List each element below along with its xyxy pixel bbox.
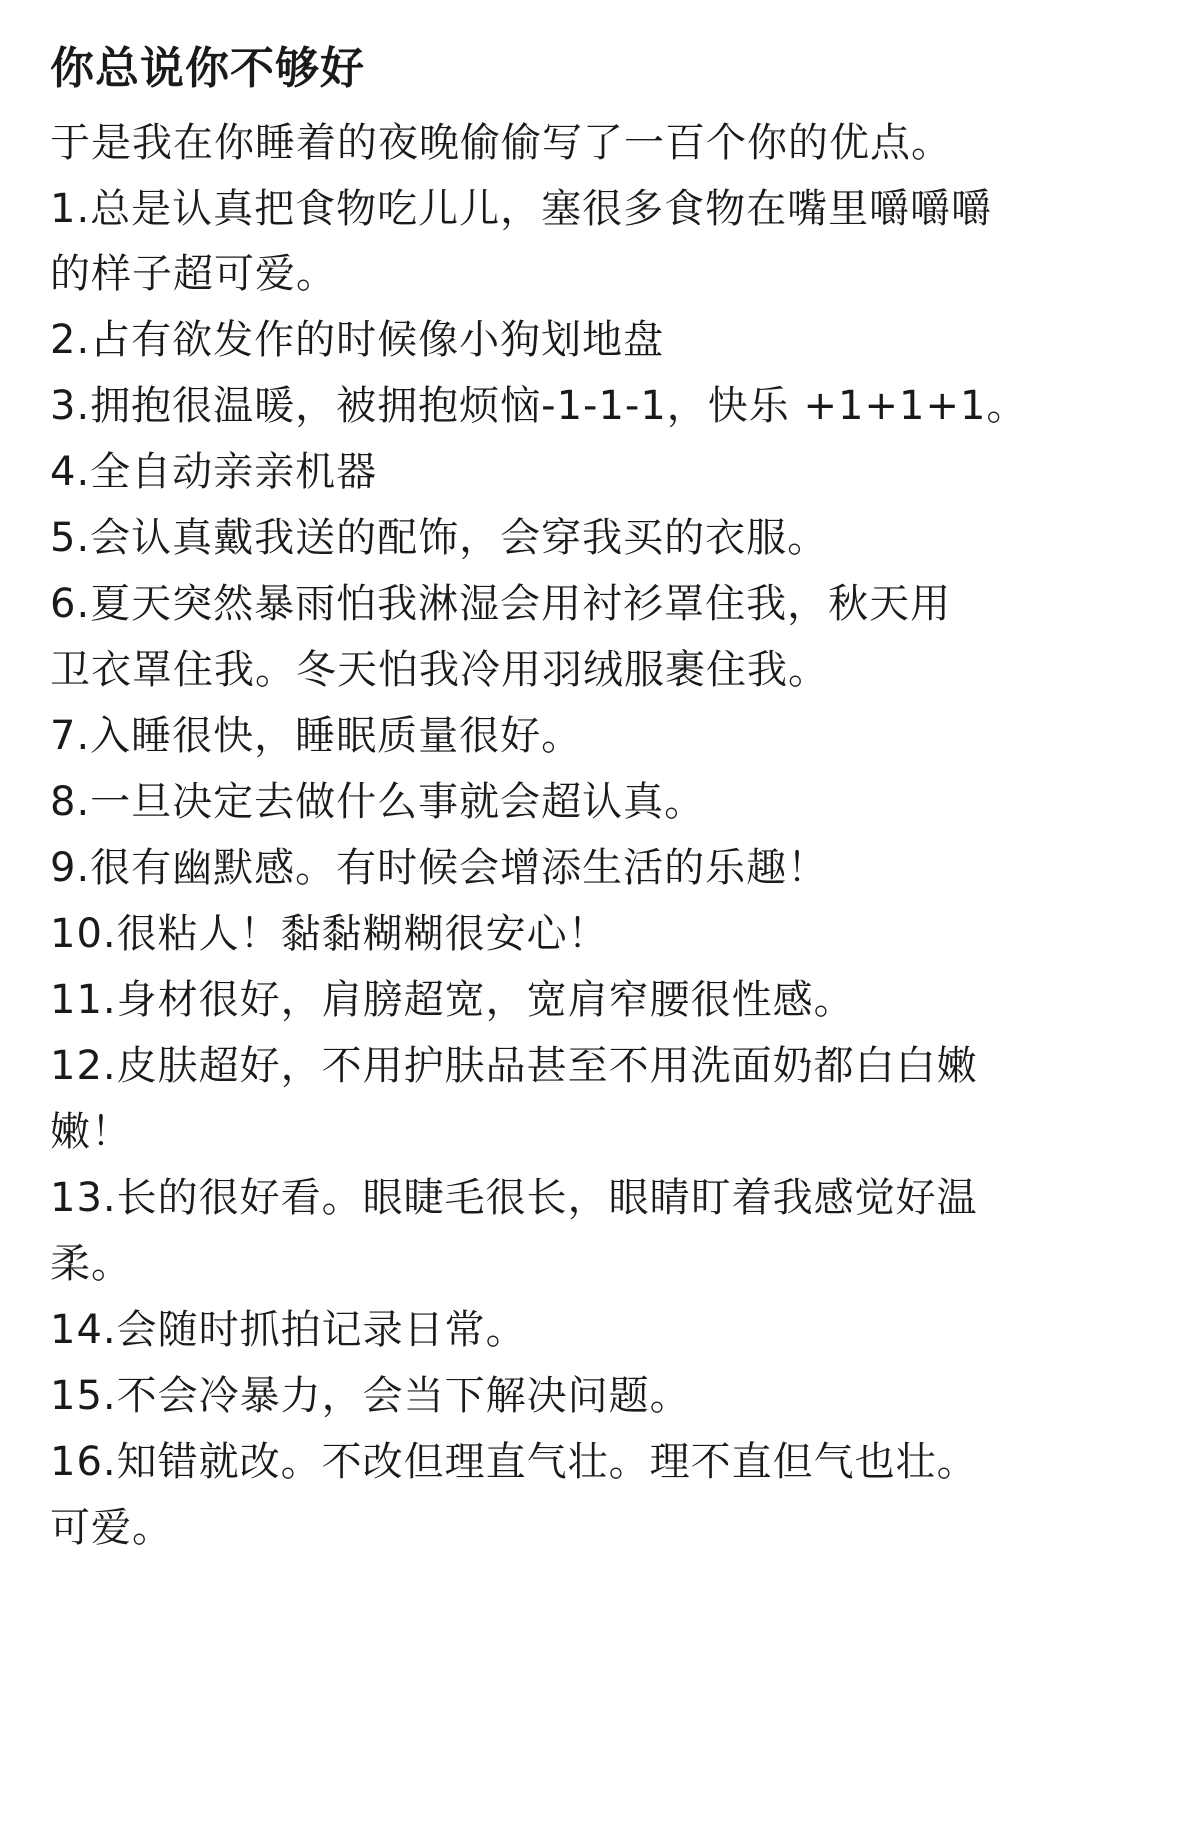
text-line: 15.不会冷暴力，会当下解决问题。 (50, 1373, 691, 1419)
text-line: 16.知错就改。不改但理直气壮。理不直但气也壮。 (50, 1439, 978, 1485)
text-line: 于是我在你睡着的夜晚偷偷写了一百个你的优点。 (50, 120, 952, 166)
text-line: 9.很有幽默感。有时候会增添生活的乐趣！ (50, 845, 829, 891)
text-line: 6.夏天突然暴雨怕我淋湿会用衬衫罩住我，秋天用 (50, 581, 952, 627)
text-line: 柔。 (50, 1241, 132, 1287)
text-line: 12.皮肤超好，不用护肤品甚至不用洗面奶都白白嫩 (50, 1043, 978, 1089)
text-line: 4.全自动亲亲机器 (50, 449, 378, 495)
text-line: 14.会随时抓拍记录日常。 (50, 1307, 527, 1353)
text-line: 11.身材很好，肩膀超宽，宽肩窄腰很性感。 (50, 977, 855, 1023)
text-line: 13.长的很好看。眼睫毛很长，眼睛盯着我感觉好温 (50, 1175, 978, 1221)
text-line: 嫩！ (50, 1109, 132, 1155)
text-line: 可爱。 (50, 1505, 173, 1551)
text-line: 卫衣罩住我。冬天怕我冷用羽绒服裹住我。 (50, 647, 829, 693)
text-line: 7.入睡很快，睡眠质量很好。 (50, 713, 583, 759)
text-line: 的样子超可爱。 (50, 251, 337, 297)
text-line: 2.占有欲发作的时候像小狗划地盘 (50, 317, 665, 363)
text-line: 8.一旦决定去做什么事就会超认真。 (50, 779, 706, 825)
text-line: 3.拥抱很温暖，被拥抱烦恼-1-1-1，快乐 +1+1+1。 (50, 383, 1028, 429)
text-line: 1.总是认真把食物吃儿儿，塞很多食物在嘴里嚼嚼嚼 (50, 186, 993, 232)
text-line: 10.很粘人！黏黏糊糊很安心！ (50, 911, 609, 957)
document-title: 你总说你不够好 (50, 43, 365, 94)
text-line: 5.会认真戴我送的配饰，会穿我买的衣服。 (50, 515, 829, 561)
